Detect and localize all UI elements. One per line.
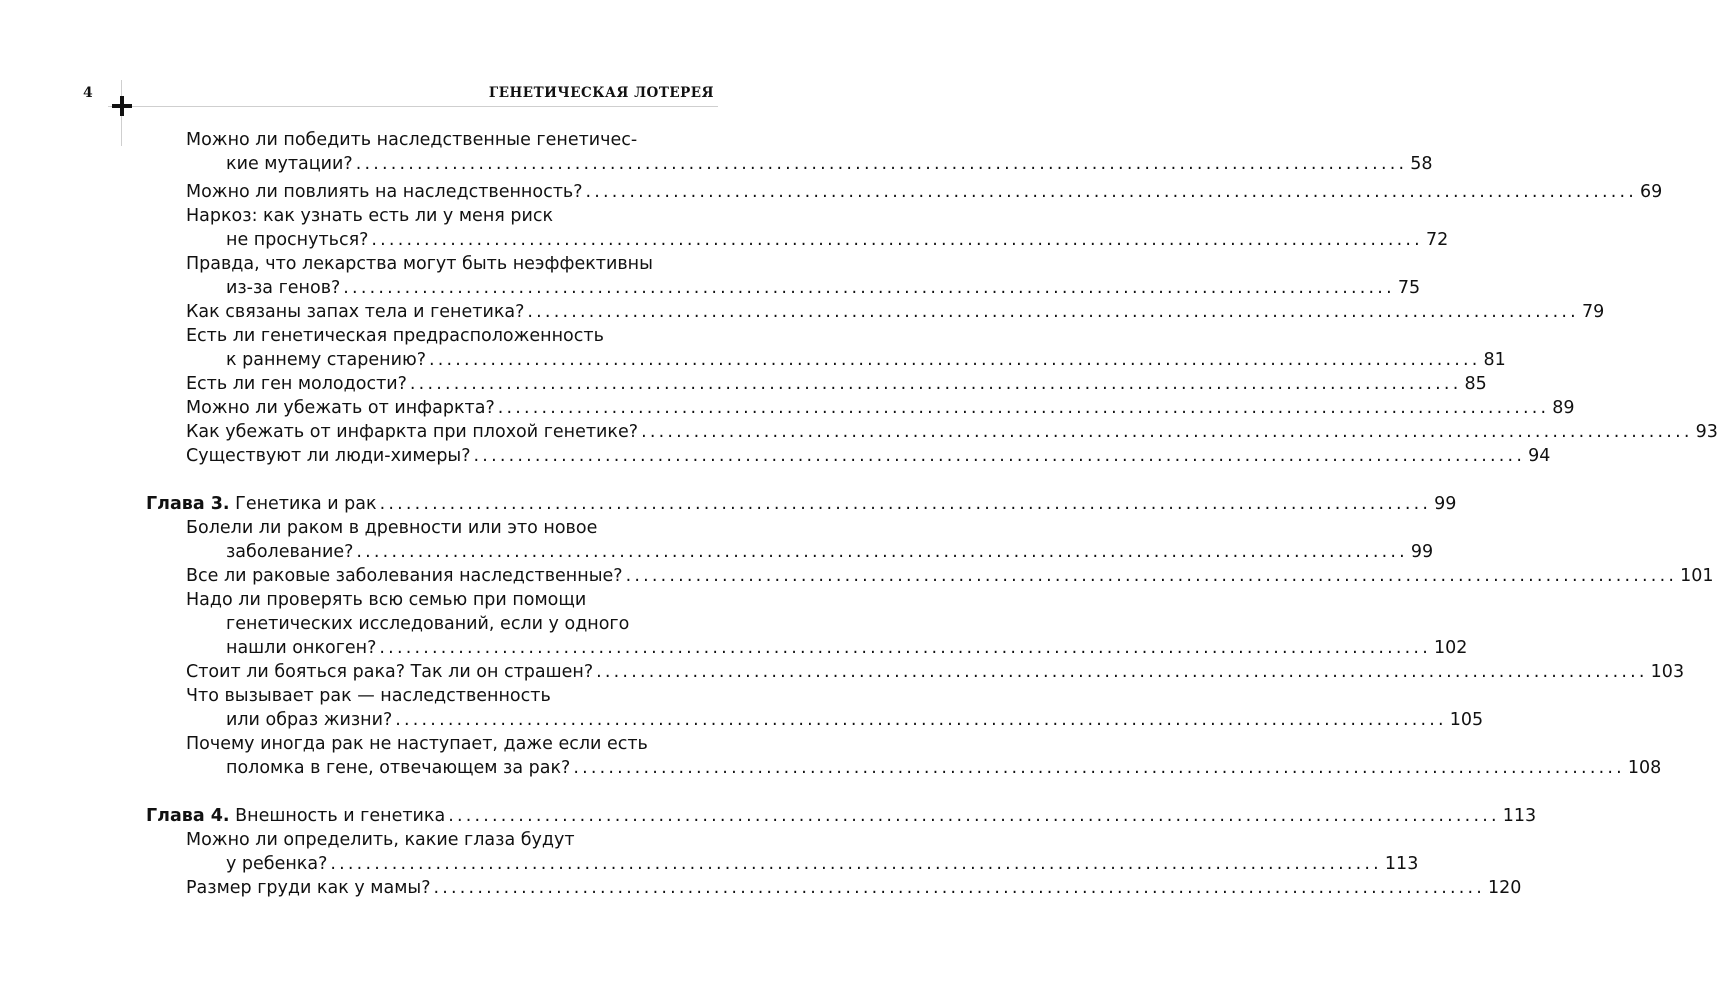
toc-entry: [186, 372, 1487, 396]
toc-page-number: 79: [1581, 302, 1605, 322]
toc-line: [186, 852, 1419, 876]
toc-line: [186, 276, 1421, 300]
dot-leader: ........................................................................................................................: [409, 374, 1462, 394]
dot-leader: ........................................................................................................................: [429, 350, 1481, 370]
toc-title: [186, 326, 604, 346]
page-number: 4: [83, 85, 93, 101]
dot-leader: ........................................................................................................................: [585, 182, 1638, 202]
toc-title: [186, 206, 553, 226]
dot-leader: ........................................................................................................................: [596, 662, 1648, 682]
toc-page-number: 113: [1384, 854, 1419, 874]
dot-leader: ........................................................................................................................: [330, 854, 1382, 874]
toc-text: у ребенка?: [226, 854, 328, 874]
toc-line: [146, 804, 1537, 828]
dot-leader: ........................................................................................................................: [356, 542, 1408, 562]
toc-text: или образ жизни?: [226, 710, 393, 730]
toc-page-number: 94: [1528, 446, 1551, 466]
toc-title: [226, 228, 368, 252]
toc-title: [186, 444, 471, 468]
toc-entry: [186, 300, 1605, 324]
toc-line: [186, 204, 714, 228]
toc-line: [186, 420, 1718, 444]
toc-entry: [186, 588, 1468, 660]
toc-entry: [186, 180, 1663, 204]
dot-leader: ........................................................................................................................: [395, 710, 1447, 730]
toc-chapter: [146, 804, 1537, 828]
toc-text: не проснуться?: [226, 230, 369, 250]
toc-entry: [186, 128, 1433, 176]
toc-text: Есть ли ген молодости?: [186, 374, 407, 394]
toc-title: [226, 152, 353, 176]
toc-page-number: 102: [1433, 638, 1468, 658]
dot-leader: ........................................................................................................................: [448, 806, 1500, 826]
toc-page-number: 99: [1434, 494, 1457, 514]
chapter-label: Глава 3.: [146, 494, 230, 514]
dot-leader: ........................................................................................................................: [497, 398, 1550, 418]
toc-title: [226, 348, 426, 372]
toc-page-number: 108: [1627, 758, 1662, 778]
toc-text: Как убежать от инфаркта при плохой генетике?: [186, 422, 639, 442]
toc-text: генетических исследований, если у одного: [226, 614, 630, 634]
toc-entry: [186, 324, 1506, 372]
toc-entry: [186, 204, 1449, 252]
toc-line: [186, 372, 1487, 396]
toc-line: [186, 588, 714, 612]
toc-line: [186, 180, 1663, 204]
toc-line: [186, 876, 1522, 900]
toc-line: [186, 756, 1662, 780]
toc-entry: [186, 876, 1522, 900]
toc-text: к раннему старению?: [226, 350, 426, 370]
toc-text: Наркоз: как узнать есть ли у меня риск: [186, 206, 554, 226]
dot-leader: ........................................................................................................................: [379, 638, 1431, 658]
toc-text: Как связаны запах тела и генетика?: [186, 302, 525, 322]
toc-text: Можно ли определить, какие глаза будут: [186, 830, 575, 850]
toc-entry: [186, 564, 1714, 588]
dot-leader: ........................................................................................................................: [379, 494, 1432, 514]
toc-title: [186, 518, 597, 538]
toc-text: Размер груди как у мамы?: [186, 878, 431, 898]
toc-text: нашли онкоген?: [226, 638, 377, 658]
toc-title: [186, 660, 593, 684]
toc-title: [186, 564, 623, 588]
toc-line: [186, 444, 1551, 468]
toc-entry: [186, 396, 1575, 420]
toc-page-number: 105: [1449, 710, 1484, 730]
toc-page-number: 93: [1695, 422, 1718, 442]
toc-title: [186, 372, 407, 396]
dot-leader: ........................................................................................................................: [473, 446, 1526, 466]
toc-text: Болели ли раком в древности или это новое: [186, 518, 598, 538]
toc-entry: [186, 732, 1662, 780]
toc-line: [186, 300, 1605, 324]
toc-title: [186, 830, 575, 850]
toc-title: [186, 254, 653, 274]
toc-text: Надо ли проверять всю семью при помощи: [186, 590, 587, 610]
toc-page-number: 103: [1650, 662, 1685, 682]
toc-title: [226, 540, 353, 564]
toc-page-number: 85: [1464, 374, 1487, 394]
toc-line: [186, 152, 1433, 176]
toc-line: [186, 348, 1506, 372]
dot-leader: ........................................................................................................................: [433, 878, 1486, 898]
toc-title: [226, 852, 327, 876]
toc-title: [146, 492, 377, 516]
toc-text: из-за генов?: [226, 278, 341, 298]
toc-line: [186, 732, 714, 756]
toc-entry: [186, 420, 1718, 444]
toc-text: кие мутации?: [226, 154, 353, 174]
toc-title: [226, 636, 376, 660]
toc-text: Можно ли победить наследственные генетичес-: [186, 130, 638, 150]
toc-title: [226, 614, 629, 634]
toc-text: Существуют ли люди-химеры?: [186, 446, 471, 466]
toc-title: [226, 276, 340, 300]
toc-line: [186, 828, 714, 852]
toc-page-number: 75: [1397, 278, 1421, 298]
toc-title: [186, 420, 638, 444]
chapter-label: Глава 4.: [146, 806, 230, 826]
toc-text: Есть ли генетическая предрасположенность: [186, 326, 604, 346]
toc-entry: [186, 660, 1685, 684]
toc-entry: [186, 684, 1484, 732]
toc-line: [186, 636, 1468, 660]
dot-leader: ........................................................................................................................: [573, 758, 1625, 778]
toc-text: Все ли раковые заболевания наследственные?: [186, 566, 623, 586]
toc-line: [186, 252, 714, 276]
toc-page-number: 58: [1410, 154, 1433, 174]
toc-title: [186, 180, 583, 204]
toc-title: [146, 804, 445, 828]
toc-page-number: 72: [1425, 230, 1449, 250]
toc-chapter: [146, 492, 1457, 516]
toc-text: Можно ли повлиять на наследственность?: [186, 182, 583, 202]
toc-page-number: 81: [1483, 350, 1506, 370]
toc-line: [186, 516, 714, 540]
toc-page-number: 89: [1552, 398, 1575, 418]
toc-title: [186, 396, 495, 420]
toc-page-number: 120: [1488, 878, 1522, 898]
toc-entry: [186, 252, 1421, 300]
toc-text: заболевание?: [226, 542, 354, 562]
toc-title: [186, 876, 431, 900]
toc-line: [186, 660, 1685, 684]
toc-page-number: 99: [1410, 542, 1434, 562]
toc-line: [186, 564, 1714, 588]
toc-text: Генетика и рак: [235, 494, 377, 514]
dot-leader: ........................................................................................................................: [527, 302, 1579, 322]
dot-leader: ........................................................................................................................: [343, 278, 1395, 298]
toc-text: Можно ли убежать от инфаркта?: [186, 398, 495, 418]
toc-line: [186, 396, 1575, 420]
toc-title: [186, 590, 586, 610]
toc-text: Внешность и генетика: [235, 806, 446, 826]
dot-leader: ........................................................................................................................: [371, 230, 1423, 250]
toc-text: Стоит ли бояться рака? Так ли он страшен?: [186, 662, 594, 682]
toc-title: [226, 756, 570, 780]
toc-title: [186, 686, 551, 706]
dot-leader: ........................................................................................................................: [625, 566, 1678, 586]
toc-title: [186, 130, 637, 150]
toc-page-number: 113: [1502, 806, 1537, 826]
toc-text: Правда, что лекарства могут быть неэффективны: [186, 254, 653, 274]
toc-line: [186, 612, 714, 636]
toc-title: [226, 708, 392, 732]
toc-page-number: 101: [1680, 566, 1714, 586]
toc-line: [186, 128, 714, 152]
toc-text: Что вызывает рак — наследственность: [186, 686, 551, 706]
dot-leader: ........................................................................................................................: [355, 154, 1408, 174]
toc-entry: [186, 516, 1434, 564]
toc-line: [146, 492, 1457, 516]
toc-entry: [186, 444, 1551, 468]
toc-entry: [186, 828, 1419, 876]
toc-line: [186, 708, 1484, 732]
toc-line: [186, 540, 1434, 564]
toc-title: [186, 734, 648, 754]
toc-line: [186, 228, 1449, 252]
dot-leader: ........................................................................................................................: [641, 422, 1693, 442]
toc-text: Почему иногда рак не наступает, даже если есть: [186, 734, 648, 754]
toc-title: [186, 300, 524, 324]
toc-line: [186, 324, 714, 348]
toc-page-number: 69: [1640, 182, 1663, 202]
toc-text: поломка в гене, отвечающем за рак?: [226, 758, 571, 778]
toc-line: [186, 684, 714, 708]
running-title: ГЕНЕТИЧЕСКАЯ ЛОТЕРЕЯ: [488, 85, 714, 101]
